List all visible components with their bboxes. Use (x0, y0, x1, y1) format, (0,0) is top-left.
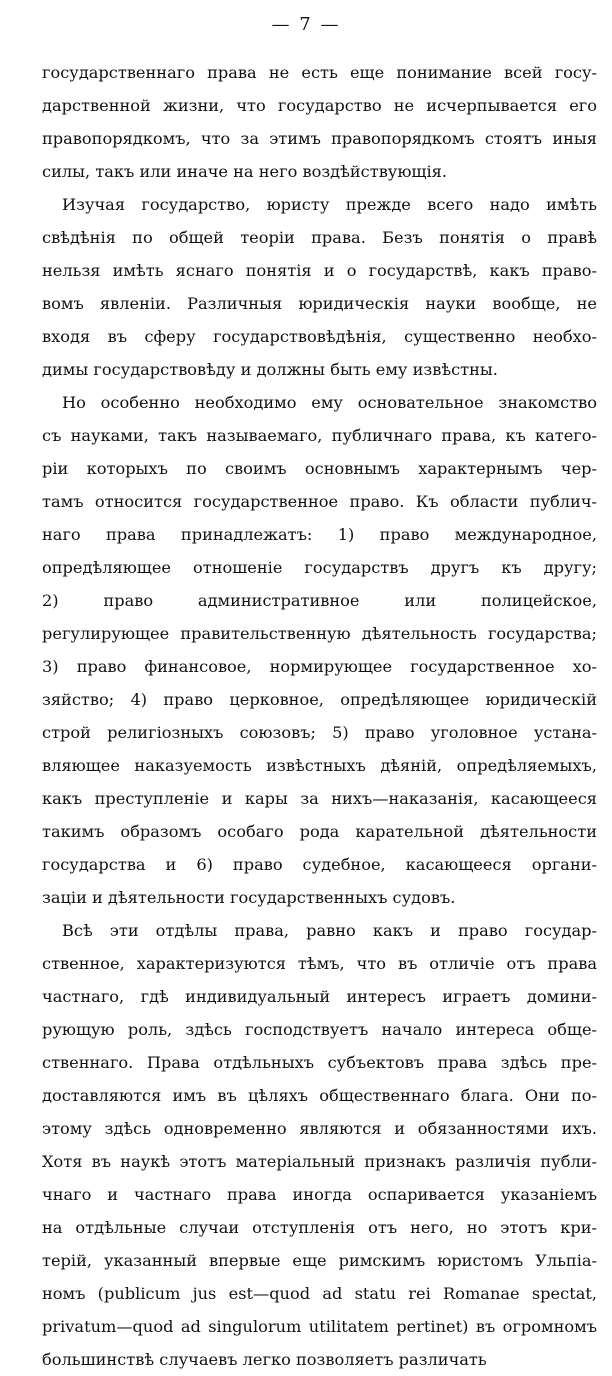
text-line: нельзя имѣть яснаго понятія и о государствѣ, какъ право- (42, 261, 597, 280)
text-line: большинствѣ случаевъ легко позволяетъ различать (42, 1350, 487, 1369)
text-line: входя въ сферу государствовѣдѣнія, существенно необхо- (42, 327, 597, 346)
text-line: заціи и дѣятельности государственныхъ судовъ. (42, 888, 456, 907)
text-line: государства и 6) право судебное, касающееся органи- (42, 855, 597, 874)
text-line: номъ (publicum jus est—quod ad statu rei Romanae spectat, (42, 1284, 597, 1303)
text-line: на отдѣльные случаи отступленія отъ него, но этотъ кри- (42, 1218, 597, 1237)
text-line: ственное, характеризуются тѣмъ, что въ отличіе отъ права (42, 954, 597, 973)
text-line: этому здѣсь одновременно являются и обязанностями ихъ. (42, 1119, 597, 1138)
text-line: строй религіозныхъ союзовъ; 5) право уголовное устана- (42, 723, 597, 742)
text-line: ріи которыхъ по своимъ основнымъ характернымъ чер- (42, 459, 597, 478)
text-line: вляющее наказуемость извѣстныхъ дѣяній, опредѣляемыхъ, (42, 756, 597, 775)
text-line: димы государствовѣду и должны быть ему извѣстны. (42, 360, 498, 379)
text-line: правопорядкомъ, что за этимъ правопорядкомъ стоятъ иныя (42, 129, 597, 148)
text-line: privatum—quod ad singulorum utilitatem pertinet) въ огромномъ (42, 1317, 597, 1336)
text-line: дарственной жизни, что государство не исчерпывается его (42, 96, 597, 115)
text-line: Хотя въ наукѣ этотъ матеріальный признакъ различія публи- (42, 1152, 597, 1171)
text-line: 2) право административное или полицейское, (42, 591, 597, 610)
text-line: такимъ образомъ особаго рода карательной дѣятельности (42, 822, 597, 841)
text-line: регулирующее правительственную дѣятельность государства; (42, 624, 597, 643)
text-line: терій, указанный впервые еще римскимъ юристомъ Ульпіа- (42, 1251, 597, 1270)
text-line: свѣдѣнія по общей теоріи права. Безъ понятія о правѣ (42, 228, 597, 247)
text-line: тамъ относится государственное право. Къ области публич- (42, 492, 597, 511)
text-line: какъ преступленіе и кары за нихъ—наказанія, касающееся (42, 789, 597, 808)
text-line: силы, такъ или иначе на него воздѣйствующія. (42, 162, 448, 181)
text-line: частнаго, гдѣ индивидуальный интересъ играетъ домини- (42, 987, 597, 1006)
text-line: наго права принадлежатъ: 1) право международное, (42, 525, 597, 544)
text-line: рующую роль, здѣсь господствуетъ начало интереса обще- (42, 1020, 597, 1039)
text-line: 3) право финансовое, нормирующее государственное хо- (42, 657, 597, 676)
text-line: Всѣ эти отдѣлы права, равно какъ и право государ- (62, 921, 597, 940)
text-line: Изучая государство, юристу прежде всего надо имѣть (62, 195, 597, 214)
text-line: съ науками, такъ называемаго, публичнаго права, къ катего- (42, 426, 597, 445)
page-number: — 7 — (271, 14, 341, 35)
text-line: зяйство; 4) право церковное, опредѣляющее юридическій (42, 690, 597, 709)
text-line: ственнаго. Права отдѣльныхъ субъектовъ права здѣсь пре- (42, 1053, 597, 1072)
paragraph (42, 386, 597, 914)
text-line: доставляются имъ въ цѣляхъ общественнаго блага. Они по- (42, 1086, 597, 1105)
text-line: Но особенно необходимо ему основательное знакомство (62, 393, 597, 412)
text-line: чнаго и частнаго права иногда оспаривается указаніемъ (42, 1185, 597, 1204)
paragraph (42, 56, 597, 188)
paragraph (42, 188, 597, 386)
text-line: опредѣляющее отношеніе государствъ другъ къ другу; (42, 558, 597, 577)
text-line: вомъ явленіи. Различныя юридическія науки вообще, не (42, 294, 597, 313)
text-line: государственнаго права не есть еще понимание всей госу- (42, 63, 597, 82)
paragraph (42, 914, 597, 1376)
document-body (42, 56, 597, 1376)
